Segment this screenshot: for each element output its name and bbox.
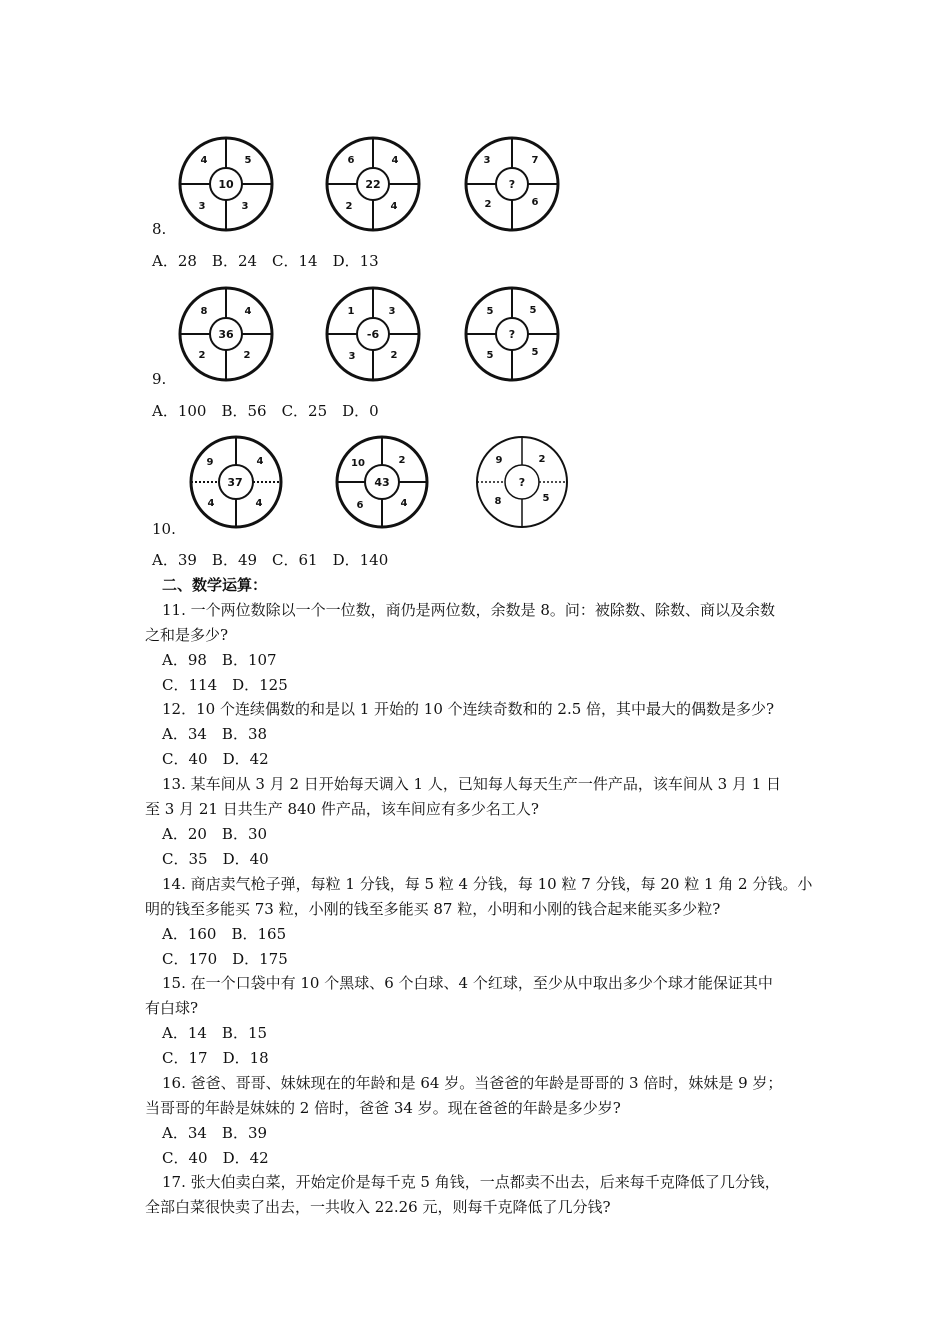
question-text: 之和是多少? xyxy=(145,626,229,644)
number-wheel xyxy=(463,135,561,233)
wheel-top-left: 5 xyxy=(486,306,494,317)
wheel-center: ? xyxy=(508,178,516,191)
question-text: 14. 商店卖气枪子弹，每粒 1 分钱，每 5 粒 4 分钱，每 10 粒 7 分钱，每 20 粒 1 角 2 分钱。小 xyxy=(162,875,813,893)
question-text: 12．10 个连续偶数的和是以 1 开始的 10 个连续奇数和的 2.5 倍，其中最大的偶数是多少? xyxy=(162,700,775,718)
answer-options: A．28 B．24 C．14 D．13 xyxy=(152,252,379,270)
answer-options: A．100 B．56 C．25 D．0 xyxy=(152,402,379,420)
wheel-center: 10 xyxy=(218,178,234,191)
section-heading: 二、数学运算： xyxy=(162,576,268,594)
number-wheel xyxy=(324,135,422,233)
wheel-center: ? xyxy=(508,328,516,341)
wheel-top-right: 4 xyxy=(391,155,399,166)
answer-options: C．114 D．125 xyxy=(162,676,288,694)
wheel-bottom-left: 5 xyxy=(486,350,494,361)
question-number: 8. xyxy=(152,220,167,238)
answer-options: C．17 D．18 xyxy=(162,1049,269,1067)
question-text: 当哥哥的年龄是妹妹的 2 倍时，爸爸 34 岁。现在爸爸的年龄是多少岁? xyxy=(145,1099,621,1117)
question-text: 17. 张大伯卖白菜，开始定价是每千克 5 角钱，一点都卖不出去，后来每千克降低了几分钱， xyxy=(162,1173,780,1191)
wheel-top-left: 3 xyxy=(483,155,491,166)
answer-options: A．34 B．38 xyxy=(162,725,268,743)
wheel-center: 22 xyxy=(365,178,381,191)
question-text: 全部白菜很快卖了出去，一共收入 22.26 元，则每千克降低了几分钱? xyxy=(145,1198,611,1216)
question-text: 有白球? xyxy=(145,999,199,1017)
wheel-bottom-left: 3 xyxy=(198,201,206,212)
wheel-center: -6 xyxy=(366,328,380,341)
wheel-bottom-right: 4 xyxy=(390,201,398,212)
wheel-bottom-right: 3 xyxy=(241,201,249,212)
wheel-bottom-right: 4 xyxy=(255,498,263,509)
wheel-center: 37 xyxy=(227,476,243,489)
wheel-top-left: 4 xyxy=(200,155,208,166)
wheel-top-left: 6 xyxy=(347,155,355,166)
wheel-bottom-left: 2 xyxy=(345,201,353,212)
question-number: 10. xyxy=(152,520,176,538)
wheel-bottom-right: 6 xyxy=(531,197,539,208)
wheel-bottom-left: 2 xyxy=(198,350,206,361)
wheel-top-right: 7 xyxy=(531,155,539,166)
question-number: 9. xyxy=(152,370,167,388)
wheel-bottom-left: 2 xyxy=(484,199,492,210)
question-text: 16. 爸爸、哥哥、妹妹现在的年龄和是 64 岁。当爸爸的年龄是哥哥的 3 倍时，妹妹是 9 岁； xyxy=(162,1074,783,1092)
wheel-top-right: 4 xyxy=(256,456,264,467)
number-wheel xyxy=(463,285,561,383)
wheel-top-left: 10 xyxy=(351,458,365,469)
question-text: 明的钱至多能买 73 粒，小刚的钱至多能买 87 粒，小明和小刚的钱合起来能买多少粒? xyxy=(145,900,721,918)
wheel-top-right: 3 xyxy=(388,306,396,317)
wheel-bottom-left: 3 xyxy=(348,351,356,362)
answer-options: A．34 B．39 xyxy=(162,1124,268,1142)
wheel-bottom-left: 8 xyxy=(494,496,502,507)
wheel-top-right: 5 xyxy=(529,305,537,316)
question-text: 11. 一个两位数除以一个一位数，商仍是两位数，余数是 8。问：被除数、除数、商以及余数 xyxy=(162,601,775,619)
wheel-center: 36 xyxy=(218,328,234,341)
wheel-top-right: 2 xyxy=(398,455,406,466)
wheel-top-left: 8 xyxy=(200,306,208,317)
wheel-top-right: 2 xyxy=(538,454,546,465)
answer-options: C．170 D．175 xyxy=(162,950,288,968)
question-text: 至 3 月 21 日共生产 840 件产品，该车间应有多少名工人? xyxy=(145,800,539,818)
answer-options: A．160 B．165 xyxy=(162,925,287,943)
answer-options: A．39 B．49 C．61 D．140 xyxy=(152,551,389,569)
answer-options: A．98 B．107 xyxy=(162,651,277,669)
wheel-bottom-left: 6 xyxy=(356,500,364,511)
number-wheel xyxy=(324,285,422,383)
wheel-bottom-right: 2 xyxy=(243,350,251,361)
wheel-bottom-right: 2 xyxy=(390,350,398,361)
wheel-center: 43 xyxy=(374,476,390,489)
number-wheel xyxy=(334,434,430,530)
answer-options: C．40 D．42 xyxy=(162,750,269,768)
question-text: 13. 某车间从 3 月 2 日开始每天调入 1 人，已知每人每天生产一件产品，该车间从 3 月 1 日 xyxy=(162,775,782,793)
number-wheel xyxy=(177,135,275,233)
wheel-top-left: 1 xyxy=(347,306,355,317)
wheel-bottom-right: 5 xyxy=(542,493,550,504)
wheel-top-left: 9 xyxy=(206,457,214,468)
wheel-top-left: 9 xyxy=(495,455,503,466)
wheel-bottom-left: 4 xyxy=(207,498,215,509)
wheel-center: ? xyxy=(518,476,526,489)
number-wheel xyxy=(188,434,284,530)
question-text: 15. 在一个口袋中有 10 个黑球、6 个白球、4 个红球，至少从中取出多少个球才能保证其中 xyxy=(162,974,773,992)
answer-options: A．20 B．30 xyxy=(162,825,268,843)
wheel-bottom-right: 4 xyxy=(400,498,408,509)
answer-options: A．14 B．15 xyxy=(162,1024,268,1042)
number-wheel xyxy=(177,285,275,383)
answer-options: C．35 D．40 xyxy=(162,850,269,868)
number-wheel xyxy=(474,434,570,530)
wheel-top-right: 5 xyxy=(244,155,252,166)
wheel-top-right: 4 xyxy=(244,306,252,317)
wheel-bottom-right: 5 xyxy=(531,347,539,358)
answer-options: C．40 D．42 xyxy=(162,1149,269,1167)
